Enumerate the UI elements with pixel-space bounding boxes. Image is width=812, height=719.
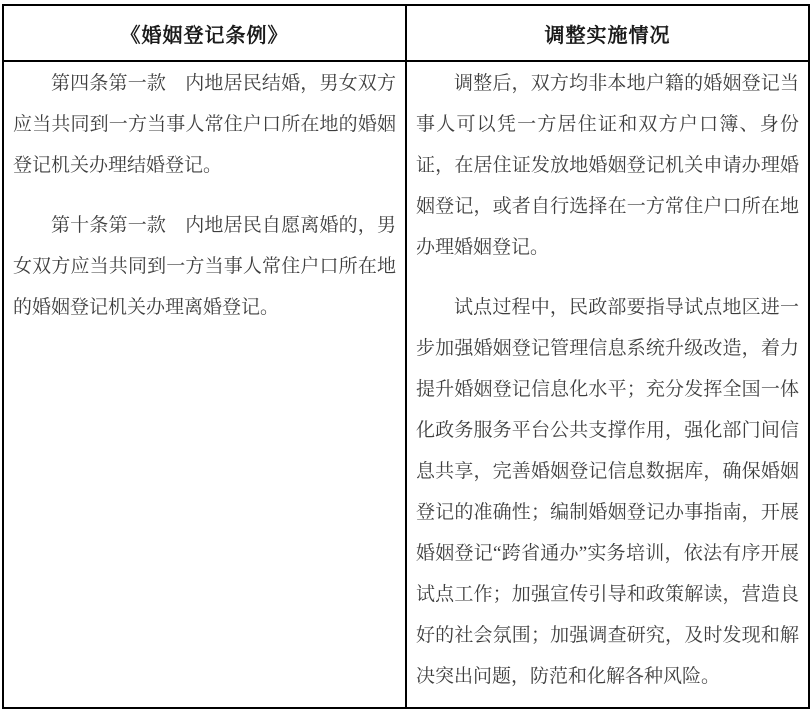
implementation-paragraph-adjustment: 调整后，双方均非本地户籍的婚姻登记当事人可以凭一方居住证和双方户口簿、身份证，在居住证发放地婚姻登记机关申请办理婚姻登记，或者自行选择在一方常住户口所在地办理婚姻登记。 (416, 73, 799, 258)
table-body-row (3, 61, 809, 708)
regulation-paragraph-article4: 第四条第一款 内地居民结婚，男女双方应当共同到一方当事人常住户口所在地的婚姻登记机关办理结婚登记。 (13, 73, 396, 176)
implementation-paragraph-pilot: 试点过程中，民政部要指导试点地区进一步加强婚姻登记管理信息系统升级改造，着力提升婚姻登记信息化水平；充分发挥全国一体化政务服务平台公共支撑作用，强化部门间信息共享，完善婚姻登记信息数据库，确保婚姻登记的准确性；编制婚姻登记办事指南，开展婚姻登记“跨省通办”实务培训，依法有序开展试点工作；加强宣传引导和政策解读，营造良好的社会氛围；加强调查研究，及时发现和解决突出问题，防范和化解各种风险。 (416, 297, 799, 687)
header-cell-regulations: 《婚姻登记条例》 (3, 5, 406, 61)
regulation-paragraph-article10: 第十条第一款 内地居民自愿离婚的，男女双方应当共同到一方当事人常住户口所在地的婚姻登记机关办理离婚登记。 (13, 215, 396, 318)
cell-regulations (3, 61, 406, 708)
header-cell-implementation: 调整实施情况 (406, 5, 809, 61)
comparison-table (2, 4, 810, 709)
table-header-row (3, 5, 809, 61)
cell-implementation (406, 61, 809, 708)
